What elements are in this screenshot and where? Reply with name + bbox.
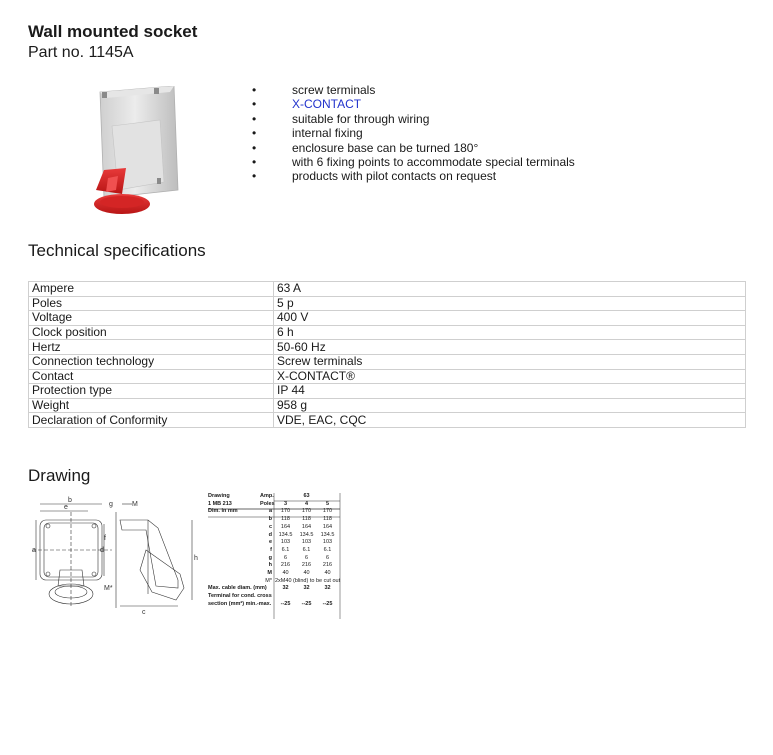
spec-value: 50-60 Hz [274, 340, 746, 355]
table-row: Max. cable diam. (mm) 32 32 32 [208, 585, 331, 592]
feature-item: • internal fixing [252, 126, 363, 141]
dimension-table-header: 1 MB 213 Poles 3 4 5 [208, 500, 330, 507]
bullet-icon: • [252, 97, 257, 112]
feature-item: • suitable for through wiring [252, 111, 430, 126]
spec-row [29, 282, 746, 297]
spec-row [29, 296, 746, 311]
feature-item: • with 6 fixing points to accommodate special terminals [252, 155, 575, 170]
dimension-table-rules [208, 493, 343, 623]
table-row: b 118 118 118 [268, 516, 332, 523]
table-row: d 134.5 134.5 134.5 [268, 531, 335, 538]
spec-value: X-CONTACT® [274, 369, 746, 384]
table-row: f 6.1 6.1 6.1 [270, 546, 332, 553]
spec-key: Protection type [29, 384, 274, 399]
table-row: M* 2xM40 (blind) to be cut out [265, 577, 341, 584]
table-row: section (mm²) min.-max. --25 --25 --25 [208, 600, 333, 607]
svg-text:h: h [194, 555, 198, 562]
table-row: g 6 6 6 [268, 554, 330, 561]
spec-key: Poles [29, 296, 274, 311]
svg-text:M*: M* [104, 585, 113, 592]
spec-value: IP 44 [274, 384, 746, 399]
feature-list [252, 83, 575, 184]
bullet-icon: • [252, 155, 257, 170]
svg-text:g: g [109, 501, 113, 508]
svg-text:b: b [68, 497, 72, 504]
bullet-icon: • [252, 169, 257, 184]
section-heading-technical: Technical specifications [28, 241, 206, 260]
svg-text:a: a [32, 547, 36, 554]
spec-value: 5 p [274, 296, 746, 311]
page-title: Wall mounted socket [28, 22, 198, 41]
bullet-icon: • [252, 140, 257, 155]
svg-text:f: f [104, 535, 106, 542]
spec-value: 6 h [274, 325, 746, 340]
spec-value: 63 A [274, 282, 746, 297]
technical-drawing [28, 490, 204, 620]
bullet-icon: • [252, 126, 257, 141]
bullet-icon: • [252, 111, 257, 126]
table-row: h 216 216 216 [268, 562, 333, 569]
table-row: Dim. in mm a 170 170 170 [208, 508, 333, 515]
spec-row [29, 398, 746, 413]
part-number: Part no. 1145A [28, 44, 134, 61]
spec-key: Ampere [29, 282, 274, 297]
table-row: e 103 103 103 [268, 539, 333, 546]
product-image [82, 86, 192, 220]
feature-item-link[interactable]: • X-CONTACT [252, 97, 362, 112]
spec-row [29, 413, 746, 428]
spec-row [29, 311, 746, 326]
spec-key: Weight [29, 398, 274, 413]
spec-value: Screw terminals [274, 354, 746, 369]
feature-item: • products with pilot contacts on request [252, 169, 497, 184]
bullet-icon: • [252, 83, 257, 97]
spec-row [29, 325, 746, 340]
spec-key: Declaration of Conformity [29, 413, 274, 428]
spec-value: 400 V [274, 311, 746, 326]
spec-key: Contact [29, 369, 274, 384]
spec-row [29, 369, 746, 384]
spec-value: VDE, EAC, CQC [274, 413, 746, 428]
spec-key: Clock position [29, 325, 274, 340]
feature-item: • enclosure base can be turned 180° [252, 140, 479, 155]
spec-key: Connection technology [29, 354, 274, 369]
dimension-table-header: Drawing Amp. 63 [208, 493, 310, 499]
table-row: M 40 40 40 [267, 570, 331, 577]
table-row: c 164 164 164 [268, 523, 333, 530]
svg-text:c: c [142, 609, 146, 616]
section-heading-drawing: Drawing [28, 466, 91, 485]
feature-item: • screw terminals [252, 83, 376, 97]
spec-key: Voltage [29, 311, 274, 326]
svg-text:e: e [64, 504, 68, 511]
svg-text:M: M [132, 501, 138, 508]
svg-text:d: d [100, 547, 104, 554]
spec-row [29, 340, 746, 355]
spec-table [28, 281, 746, 428]
spec-value: 958 g [274, 398, 746, 413]
spec-row [29, 354, 746, 369]
table-row: Terminal for cond. cross [208, 593, 272, 600]
spec-key: Hertz [29, 340, 274, 355]
spec-row [29, 384, 746, 399]
